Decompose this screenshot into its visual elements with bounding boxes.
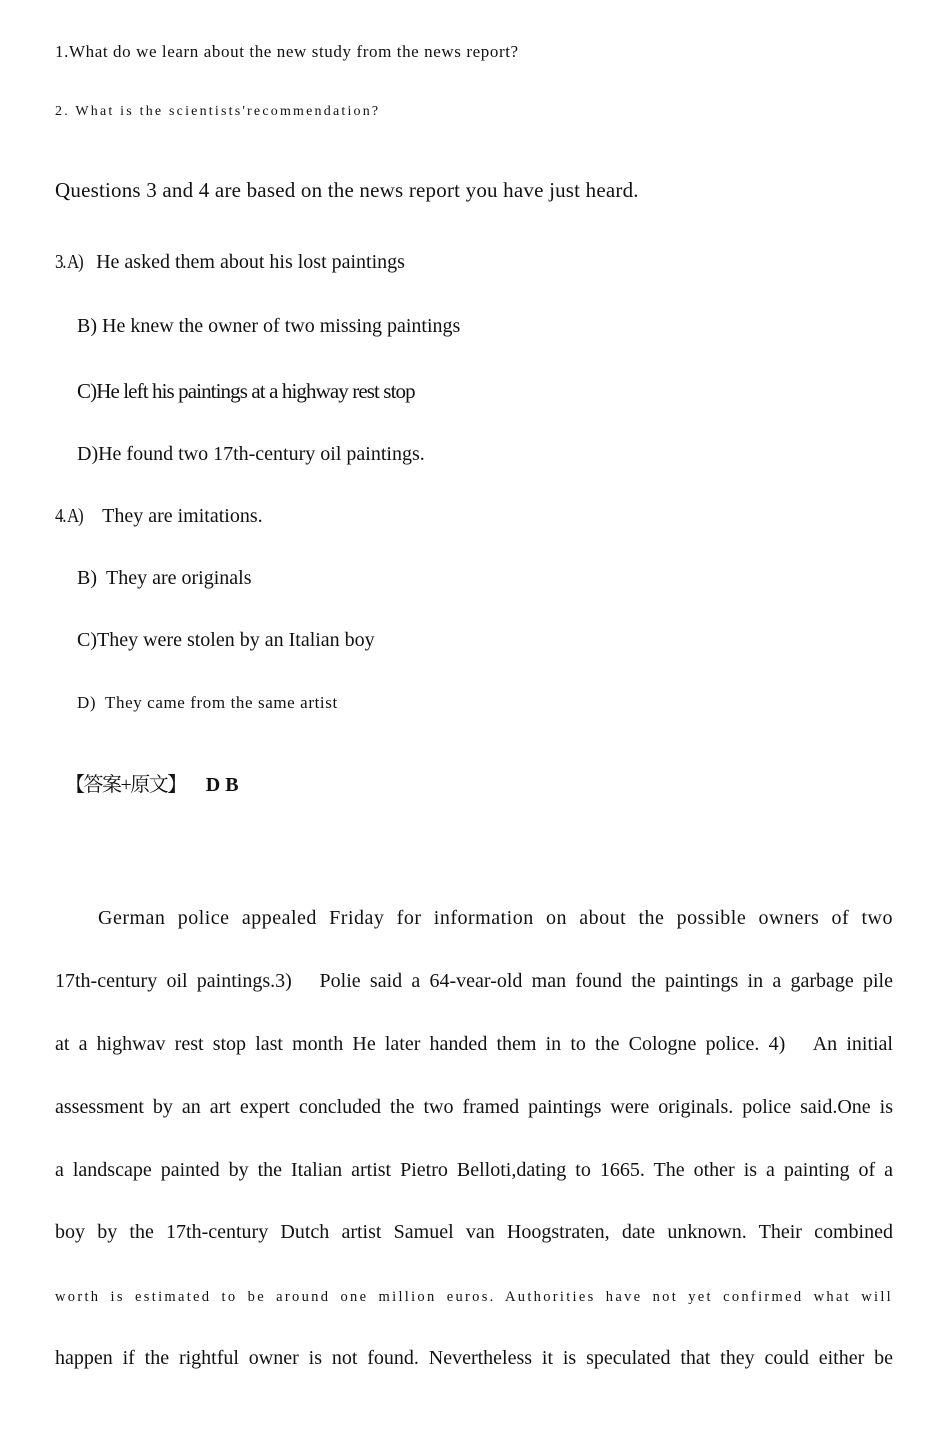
question-3-option-c [77,379,415,404]
question-3-option-a [55,251,405,274]
question-4-option-a [55,505,263,528]
option-text: They are imitations. [102,505,263,527]
transcript-line: boy by the 17th-century Dutch artist Samuel van Hoogstraten, date unknown. Their combined [55,1221,893,1243]
transcript-line: 17th-century oil paintings.3) Polie said a 64-vear-old man found the paintings in a garbage pile [55,970,893,992]
question-2-text: 2. What is the scientists'recommendation? [55,104,381,119]
question-4-option-d [77,693,338,713]
transcript-line: worth is estimated to be around one million euros. Authorities have not yet confirmed what will [55,1289,893,1305]
question-4-option-b [77,567,252,590]
question-4-option-c [77,629,375,652]
option-letter: B) [77,567,97,589]
option-text: They came from the same artist [105,693,338,712]
option-text: He found two 17th-century oil paintings. [98,443,425,465]
answer-label: 【答案+原文】 [65,774,186,796]
option-text: He knew the owner of two missing paintings [102,315,461,337]
option-text: They are originals [106,567,252,589]
transcript-line: happen if the rightful owner is not found. Nevertheless it is speculated that they could either be [55,1347,893,1369]
option-letter: D) [77,693,97,712]
transcript-line: at a highwav rest stop last month He later handed them in to the Cologne police. 4) An initial [55,1033,893,1055]
option-text: He asked them about his lost paintings [96,251,405,273]
transcript-line: German police appealed Friday for information on about the possible owners of two [98,907,893,929]
transcript-line: assessment by an art expert concluded the two framed paintings were originals. police said.One is [55,1096,893,1118]
answer-key-line [65,768,239,797]
option-letter: A) [67,505,83,527]
answer-key: D B [205,774,239,796]
option-letter: A) [67,251,83,273]
option-letter: C) [77,629,97,651]
option-text: He left his paintings at a highway rest stop [96,379,415,403]
question-1-text: 1.What do we learn about the new study from the news report? [55,42,519,61]
question-4-number: 4. [55,505,66,527]
option-letter: B) [77,315,97,337]
question-3-option-b [77,315,460,338]
option-letter: D) [77,443,99,465]
question-3-number: 3. [55,251,66,273]
option-text: They were stolen by an Italian boy [97,629,375,651]
transcript-line: a landscape painted by the Italian artist Pietro Belloti,dating to 1665. The other is a painting of a [55,1159,893,1181]
option-letter: C) [77,379,97,403]
question-3-option-d [77,443,425,466]
section-title: Questions 3 and 4 are based on the news report you have just heard. [55,178,639,202]
